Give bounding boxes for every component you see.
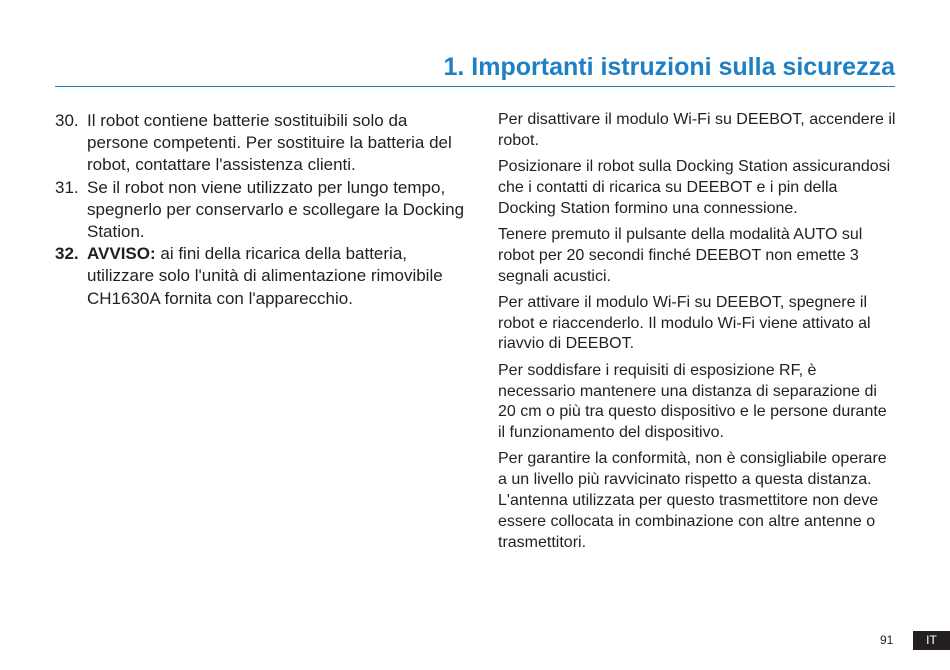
title-divider <box>55 86 895 87</box>
page-number: 91 <box>880 633 894 647</box>
paragraph: Per soddisfare i requisiti di esposizione RF, è necessario mantenere una distanza di separazione di 20 cm o più tra questo dispositivo e le persone durante il funzionamento del dispositivo. <box>498 361 887 442</box>
item-number: 32. <box>55 244 79 264</box>
safety-item-30 <box>55 110 465 177</box>
section-title: 1. Importanti istruzioni sulla sicurezza <box>443 53 895 81</box>
item-text: Se il robot non viene utilizzato per lungo tempo, spegnerlo per conservarlo e scollegare la Docking Station. <box>87 177 465 242</box>
item-text: Il robot contiene batterie sostituibili solo da persone competenti. Per sostituire la batteria del robot, contattare l'assistenza clienti. <box>87 111 452 175</box>
safety-list <box>55 110 465 310</box>
paragraph: Tenere premuto il pulsante della modalità AUTO sul robot per 20 secondi finché DEEBOT non emette 3 segnali acustici. <box>498 225 863 285</box>
item-number: 31. <box>55 177 79 197</box>
wifi-instructions <box>498 110 898 559</box>
safety-item-31 <box>55 177 465 244</box>
paragraph: Per garantire la conformità, non è consigliabile operare a un livello più ravvicinato rispetto a questa distanza. L'antenna utilizzata per questo trasmettitore non deve essere collocata in combinazione con altre antenne o trasmettitori. <box>498 450 887 551</box>
paragraph: Per attivare il modulo Wi-Fi su DEEBOT, spegnere il robot e riaccenderlo. Il modulo Wi-Fi viene attivato al riavvio di DEEBOT. <box>498 293 871 353</box>
paragraph: Posizionare il robot sulla Docking Station assicurandosi che i contatti di ricarica su DEEBOT e i pin della Docking Station formino una connessione. <box>498 158 891 217</box>
paragraph: Per disattivare il modulo Wi-Fi su DEEBOT, accendere il robot. <box>498 111 896 149</box>
safety-item-32 <box>55 243 465 310</box>
item-number: 30. <box>55 111 79 130</box>
language-tab: IT <box>913 631 950 650</box>
item-text: ai fini della ricarica della batteria, utilizzare solo l'unità di alimentazione rimovibile CH1630A fornita con l'apparecchio. <box>87 244 443 308</box>
warning-label: AVVISO: <box>87 244 156 264</box>
